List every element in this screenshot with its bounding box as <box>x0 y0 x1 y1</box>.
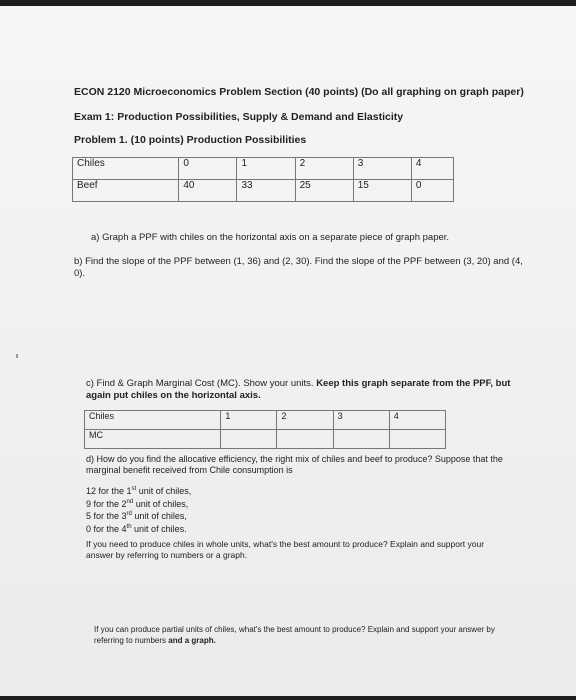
mc-chiles-cell: 2 <box>277 411 333 430</box>
ppf-beef-cell: 15 <box>353 180 411 202</box>
ppf-chiles-cell: 2 <box>295 158 353 180</box>
mc-chiles-cell: 1 <box>221 411 277 430</box>
course-name: ECON 2120 Microeconomics Problem Section (40 points) <box>74 86 359 98</box>
ppf-chiles-row <box>73 158 454 180</box>
mc-chiles-cell: 4 <box>389 411 445 430</box>
question-a: a) Graph a PPF with chiles on the horizontal axis on a separate piece of graph paper. <box>91 232 450 243</box>
mc-row <box>85 430 446 449</box>
ppf-beef-header: Beef <box>73 180 179 202</box>
mc-header: MC <box>85 430 221 449</box>
problem-topic: Production Possibilities <box>186 134 307 146</box>
problem-title <box>74 134 306 146</box>
mc-chiles-header: Chiles <box>85 411 221 430</box>
ppf-chiles-cell: 0 <box>179 158 237 180</box>
mc-cell <box>221 430 277 449</box>
ppf-beef-cell: 33 <box>237 180 295 202</box>
question-d: d) How do you find the allocative efficiency, the right mix of chiles and beef to produce? Suppose that the marginal benefit received from Chile consumption is <box>86 454 503 475</box>
question-partial-units <box>94 625 514 646</box>
page-mark <box>16 354 18 358</box>
ppf-beef-cell: 25 <box>295 180 353 202</box>
ppf-chiles-cell: 1 <box>237 158 295 180</box>
marginal-benefit-list <box>86 484 191 534</box>
question-partial-emphasis: and a graph. <box>168 635 216 645</box>
ppf-chiles-cell: 4 <box>411 158 453 180</box>
ppf-beef-row <box>73 180 454 202</box>
exam-title: Exam 1: Production Possibilities, Supply & Demand and Elasticity <box>74 111 404 123</box>
mc-chiles-row <box>85 411 446 430</box>
ppf-chiles-cell: 3 <box>353 158 411 180</box>
question-partial-text: If you can produce partial units of chiles, what's the best amount to produce? Explain and support your answer by referring to numbers <box>94 625 495 645</box>
ppf-chiles-header: Chiles <box>73 158 179 180</box>
marginal-benefit-item: 5 for the 3rd unit of chiles, <box>86 511 187 521</box>
course-note: (Do all graphing on graph paper) <box>361 86 524 98</box>
mc-table <box>84 410 446 449</box>
marginal-benefit-item: 0 for the 4th unit of chiles. <box>86 523 187 534</box>
ppf-beef-cell: 0 <box>411 180 453 202</box>
mc-chiles-cell: 3 <box>333 411 389 430</box>
worksheet-page <box>0 6 576 696</box>
question-c <box>86 378 526 402</box>
mc-cell <box>389 430 445 449</box>
question-c-emphasis: Keep this graph separate from the PPF, but again put chiles on the horizontal axis. <box>86 378 511 401</box>
mc-cell <box>277 430 333 449</box>
course-title <box>74 86 524 98</box>
marginal-benefit-item: 12 for the 1st unit of chiles, <box>86 486 192 496</box>
ppf-table <box>72 157 454 202</box>
question-c-text: c) Find & Graph Marginal Cost (MC). Show your units. <box>86 378 314 389</box>
ppf-beef-cell: 40 <box>179 180 237 202</box>
question-whole-units: If you need to produce chiles in whole units, what's the best amount to produce? Explain and support your answer by referring to numbers or a graph. <box>86 539 485 560</box>
marginal-benefit-item: 9 for the 2nd unit of chiles, <box>86 498 189 509</box>
problem-number: Problem 1. (10 points) <box>74 134 184 146</box>
question-b: b) Find the slope of the PPF between (1, 36) and (2, 30). Find the slope of the PPF between (3, 20) and (4, 0). <box>74 256 523 279</box>
mc-cell <box>333 430 389 449</box>
